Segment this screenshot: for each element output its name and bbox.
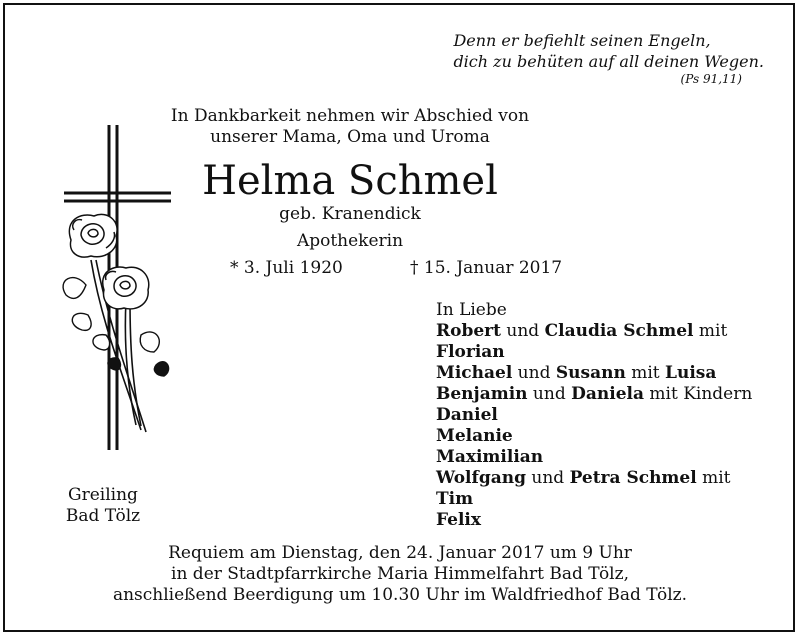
service-line-3: anschließend Beerdigung um 10.30 Uhr im Waldfriedhof Bad Tölz.	[112, 585, 688, 605]
family-row	[436, 426, 776, 447]
family-row	[436, 405, 776, 426]
family-row	[436, 321, 776, 342]
family-row	[436, 510, 776, 531]
family-heading: In Liebe	[436, 300, 507, 320]
place-line-1: Greiling	[68, 485, 138, 505]
family-connector-text: und	[512, 363, 556, 383]
family-list	[436, 300, 776, 531]
service-line-2: in der Stadtpfarrkirche Maria Himmelfahrt Bad Tölz,	[171, 564, 629, 584]
family-connector-text: mit	[625, 363, 666, 383]
family-connector-text: und	[525, 468, 570, 488]
family-member-name: Wolfgang	[436, 468, 526, 488]
family-row	[436, 384, 776, 405]
birth-name: geb. Kranendick	[279, 204, 421, 224]
quote-line-1: Denn er befiehlt seinen Engeln,	[453, 31, 711, 50]
family-row	[436, 342, 776, 363]
family-connector-text: mit	[696, 468, 731, 488]
family-connector-text: mit Kindern	[644, 384, 753, 404]
service-info	[40, 543, 760, 606]
intro-line-1: In Dankbarkeit nehmen wir Abschied von	[170, 106, 530, 126]
family-member-name: Florian	[436, 342, 505, 362]
family-connector-text: mit	[693, 321, 728, 341]
intro-text	[150, 106, 550, 148]
family-connector-text: und	[527, 384, 572, 404]
family-member-name: Petra Schmel	[569, 468, 697, 488]
family-connector-text: und	[500, 321, 545, 341]
family-member-name: Maximilian	[436, 447, 544, 467]
intro-line-2: unserer Mama, Oma und Uroma	[210, 127, 490, 147]
family-member-name: Luisa	[665, 363, 717, 383]
service-line-1: Requiem am Dienstag, den 24. Januar 2017 um 9 Uhr	[168, 543, 632, 563]
family-member-name: Melanie	[436, 426, 513, 446]
family-row	[436, 489, 776, 510]
family-row	[436, 447, 776, 468]
cross-roses-icon	[46, 120, 186, 480]
place-text	[40, 485, 166, 527]
place-line-2: Bad Tölz	[65, 506, 141, 526]
family-member-name: Daniel	[436, 405, 498, 425]
family-row	[436, 468, 776, 489]
family-member-name: Robert	[436, 321, 501, 341]
profession: Apothekerin	[296, 231, 404, 251]
family-member-name: Susann	[555, 363, 626, 383]
family-member-name: Tim	[436, 489, 474, 509]
family-row	[436, 363, 776, 384]
family-member-name: Claudia Schmel	[544, 321, 694, 341]
deceased-name: Helma Schmel	[202, 158, 498, 204]
quote-line-2: dich zu behüten auf all deinen Wegen.	[453, 52, 764, 71]
rose-bottom-icon	[103, 267, 149, 309]
death-date: † 15. Januar 2017	[410, 258, 563, 278]
rose-top-icon	[69, 214, 117, 257]
family-member-name: Daniela	[571, 384, 644, 404]
family-member-name: Benjamin	[436, 384, 528, 404]
bible-quote	[453, 30, 764, 86]
family-member-name: Michael	[436, 363, 513, 383]
birth-date: * 3. Juli 1920	[230, 258, 343, 278]
quote-reference: (Ps 91,11)	[680, 72, 742, 86]
family-member-name: Felix	[436, 510, 482, 530]
